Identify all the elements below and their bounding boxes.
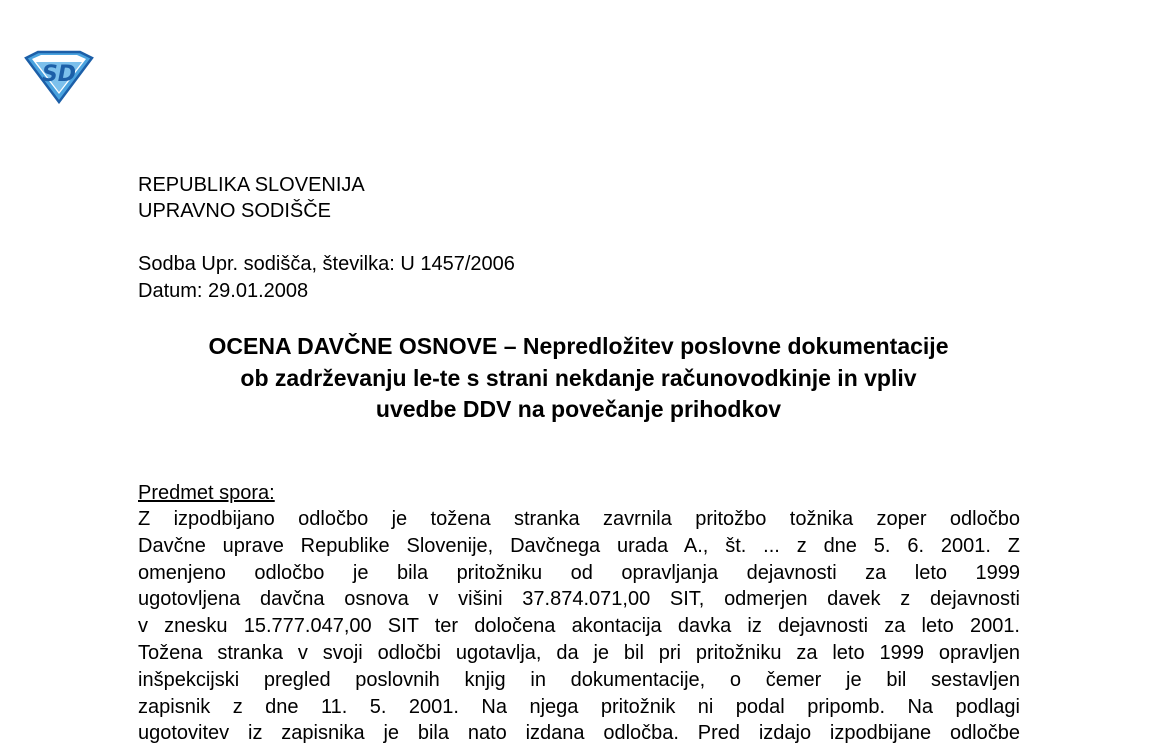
body-paragraph	[138, 506, 1020, 747]
paragraph-line: omenjeno odločbo je bila pritožniku od opravljanja dejavnosti za leto 1999	[138, 561, 1020, 584]
court-name: UPRAVNO SODIŠČE	[138, 200, 331, 222]
case-number: Sodba Upr. sodišča, številka: U 1457/2006	[138, 253, 515, 275]
section-heading: Predmet spora:	[138, 482, 275, 504]
paragraph-line: inšpekcijski pregled poslovnih knjig in dokumentacije, o čemer je bil sestavljen	[138, 668, 1020, 691]
paragraph-line: v znesku 15.777.047,00 SIT ter določena akontacija davka iz dejavnosti za leto 2001.	[138, 615, 1020, 638]
logo-text: SD	[41, 62, 77, 87]
paragraph-line: Z izpodbijano odločbo je tožena stranka zavrnila pritožbo tožnika zoper odločbo	[138, 508, 1020, 530]
title-line: uvedbe DDV na povečanje prihodkov	[375, 396, 782, 422]
paragraph-line: Tožena stranka v svoji odločbi ugotavlja, da je bil pri pritožniku za leto 1999 opravljen	[138, 641, 1020, 664]
country-name: REPUBLIKA SLOVENIJA	[138, 174, 365, 196]
paragraph-line: ugotovitev iz zapisnika je bila nato izdana odločba. Pred izdajo izpodbijane odločbe	[138, 722, 1020, 745]
judgment-date: Datum: 29.01.2008	[138, 280, 309, 302]
court-logo	[22, 50, 96, 104]
title-line: OCENA DAVČNE OSNOVE – Nepredložitev poslovne dokumentacije	[208, 333, 949, 359]
paragraph-line: Davčne uprave Republike Slovenije, Davčnega urada A., št. ... z dne 5. 6. 2001. Z	[138, 534, 1020, 557]
case-reference	[138, 251, 515, 305]
document-title	[130, 331, 1027, 426]
paragraph-line: ugotovljena davčna osnova v višini 37.874.071,00 SIT, odmerjen davek z dejavnosti	[138, 588, 1020, 611]
paragraph-line: zapisnik z dne 11. 5. 2001. Na njega pritožnik ni podal pripomb. Na podlagi	[138, 695, 1020, 718]
title-line: ob zadrževanju le-te s strani nekdanje računovodkinje in vpliv	[240, 364, 917, 391]
court-header	[138, 172, 365, 224]
sd-diamond-logo-icon	[22, 50, 96, 104]
